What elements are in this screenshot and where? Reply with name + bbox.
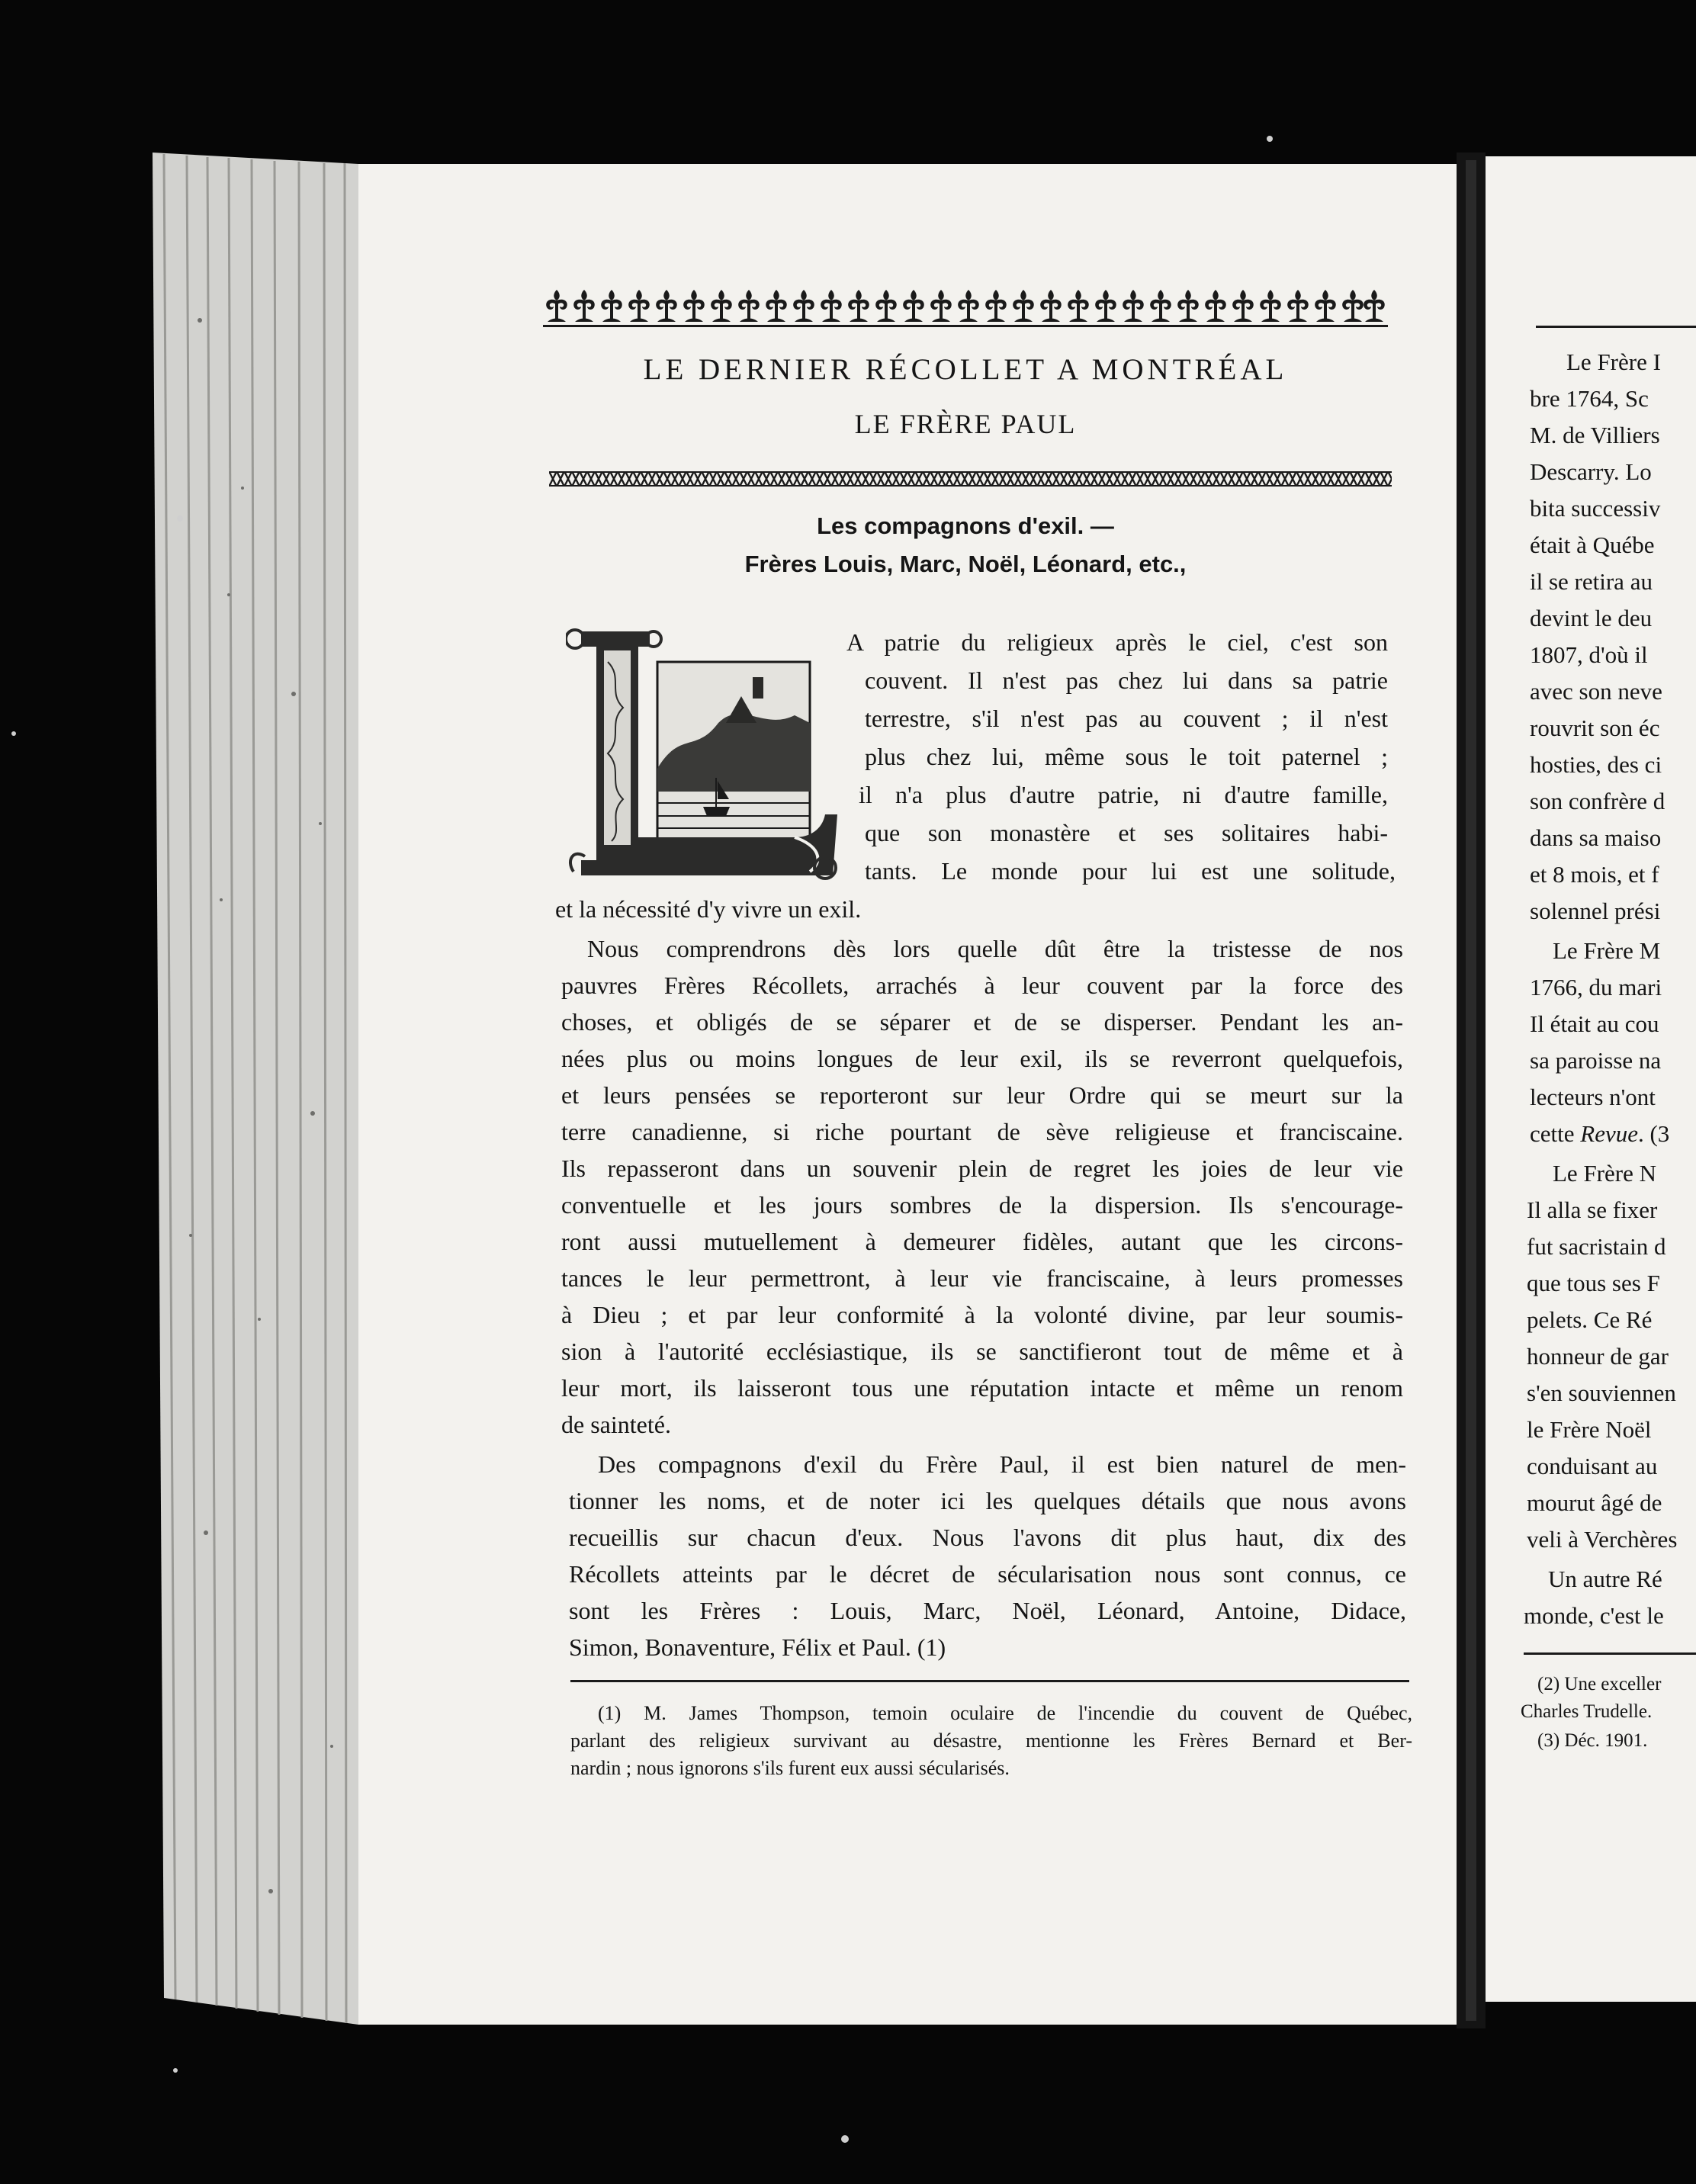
body-line: sion à l'autorité ecclésiastique, ils se sanctifieront tout de même et à xyxy=(561,1338,1403,1365)
body-line: devint le deu xyxy=(1530,605,1653,631)
body-line: tionner les noms, et de noter ici les quelques détails que nous avons xyxy=(569,1487,1406,1514)
footnote-line: nardin ; nous ignorons s'ils furent eux aussi sécularisés. xyxy=(570,1757,1010,1779)
body-line: son confrère d xyxy=(1530,788,1665,814)
body-line: Ils repasseront dans un souvenir plein de regret les joies de leur vie xyxy=(561,1155,1403,1182)
body-line: pelets. Ce Ré xyxy=(1527,1306,1653,1333)
body-line: et leurs pensées se reporteront sur leur Ordre qui se meurt sur la xyxy=(561,1081,1403,1109)
body-line: était à Québe xyxy=(1530,532,1655,558)
body-line-text: cette xyxy=(1530,1120,1575,1147)
italic-suffix: . (3 xyxy=(1637,1120,1670,1147)
body-line: s'en souviennen xyxy=(1527,1379,1676,1406)
footnote-line: (1) M. James Thompson, temoin oculaire de l'incendie du couvent de Québec, xyxy=(598,1702,1412,1724)
body-line: fut sacristain d xyxy=(1527,1233,1666,1260)
body-line: à Dieu ; et par leur conformité à la volonté divine, par leur soumis- xyxy=(561,1301,1403,1328)
body-line: Nous comprendrons dès lors quelle dût être la tristesse de nos xyxy=(587,935,1403,962)
body-line: Un autre Ré xyxy=(1548,1566,1662,1592)
body-line: solennel prési xyxy=(1530,898,1661,924)
body-line: monde, c'est le xyxy=(1524,1602,1664,1629)
body-line: il n'a plus d'autre patrie, ni d'autre famille, xyxy=(859,781,1388,808)
body-line: avec son neve xyxy=(1530,678,1662,705)
body-line: hosties, des ci xyxy=(1530,751,1662,778)
section-heading: Les compagnons d'exil. — xyxy=(817,512,1114,539)
body-line: bita successiv xyxy=(1530,495,1661,522)
body-line: lecteurs n'ont xyxy=(1530,1084,1656,1110)
body-line: et 8 mois, et f xyxy=(1530,861,1659,888)
body-line: plus chez lui, même sous le toit paternel ; xyxy=(865,743,1388,770)
body-line: conventuelle et les jours sombres de la dispersion. Ils s'encourage- xyxy=(561,1191,1403,1219)
body-line: honneur de gar xyxy=(1527,1343,1669,1370)
body-line: dans sa maiso xyxy=(1530,824,1662,851)
body-line: Descarry. Lo xyxy=(1530,458,1652,485)
body-line: Le Frère I xyxy=(1566,348,1661,375)
footnote-line: parlant des religieux survivant au désastre, mentionne les Frères Bernard et Ber- xyxy=(570,1730,1412,1752)
body-line: sont les Frères : Louis, Marc, Noël, Léonard, Antoine, Didace, xyxy=(569,1597,1406,1624)
body-line: de sainteté. xyxy=(561,1411,671,1438)
body-line: 1766, du mari xyxy=(1530,974,1662,1000)
body-line: que tous ses F xyxy=(1527,1270,1660,1296)
body-line: Il alla se fixer xyxy=(1527,1196,1658,1223)
body-line: leur mort, ils laisseront tous une réputation intacte et même un renom xyxy=(561,1374,1403,1402)
body-line: Il était au cou xyxy=(1530,1010,1659,1037)
body-line: recueillis sur chacun d'eux. Nous l'avons dit plus haut, dix des xyxy=(569,1524,1406,1551)
body-line: tants. Le monde pour lui est une solitude, xyxy=(865,857,1396,885)
body-line: veli à Verchères xyxy=(1527,1526,1678,1553)
body-line: M. de Villiers xyxy=(1530,422,1660,448)
body-line: terre canadienne, si riche pourtant de sève religieuse et franciscaine. xyxy=(561,1118,1403,1145)
body-line: conduisant au xyxy=(1527,1453,1658,1479)
article-subtitle: LE FRÈRE PAUL xyxy=(854,409,1077,439)
footnote-line: (3) Déc. 1901. xyxy=(1537,1730,1648,1751)
body-line: le Frère Noël xyxy=(1527,1416,1652,1443)
body-line: rouvrit son éc xyxy=(1530,715,1660,741)
body-line: Des compagnons d'exil du Frère Paul, il est bien naturel de men- xyxy=(598,1450,1406,1478)
body-line: bre 1764, Sc xyxy=(1530,385,1649,412)
body-line: choses, et obligés de se séparer et de se disperser. Pendant les an- xyxy=(561,1008,1403,1036)
body-line: couvent. Il n'est pas chez lui dans sa patrie xyxy=(865,666,1388,694)
footnote-line: (2) Une exceller xyxy=(1537,1674,1662,1694)
footnote-line: Charles Trudelle. xyxy=(1521,1701,1653,1722)
body-line: tances le leur permettront, à leur vie franciscaine, à leurs promesses xyxy=(561,1264,1403,1292)
footnote-rule xyxy=(1524,1652,1696,1655)
body-line: Récollets atteints par le décret de sécularisation nous sont connus, ce xyxy=(569,1560,1406,1588)
body-line xyxy=(1530,1119,1669,1149)
body-line: ront aussi mutuellement à demeurer fidèles, autant que les circons- xyxy=(561,1228,1403,1255)
decorated-dropcap xyxy=(566,616,845,891)
right-page xyxy=(1486,156,1696,2002)
body-line: Simon, Bonaventure, Félix et Paul. (1) xyxy=(569,1633,946,1661)
body-line: il se retira au xyxy=(1530,568,1653,595)
body-line: A patrie du religieux après le ciel, c'est son xyxy=(846,628,1388,656)
section-subheading: Frères Louis, Marc, Noël, Léonard, etc., xyxy=(744,551,1187,577)
body-line: que son monastère et ses solitaires habi- xyxy=(865,819,1388,846)
article-title: LE DERNIER RÉCOLLET A MONTRÉAL xyxy=(643,353,1288,386)
body-line: pauvres Frères Récollets, arrachés à leur couvent par la force des xyxy=(561,972,1403,999)
body-line: et la nécessité d'y vivre un exil. xyxy=(555,895,862,923)
fleuron-ornament-band xyxy=(543,284,1388,331)
body-line: mourut âgé de xyxy=(1527,1489,1662,1516)
italic-word: Revue xyxy=(1580,1120,1638,1147)
body-line: terrestre, s'il n'est pas au couvent ; il n'est xyxy=(865,705,1388,732)
body-line: Le Frère N xyxy=(1553,1160,1656,1187)
body-line: Le Frère M xyxy=(1553,937,1661,964)
body-line: 1807, d'où il xyxy=(1530,641,1648,668)
footnote-rule xyxy=(570,1680,1409,1682)
header-rule xyxy=(1536,326,1696,328)
hatched-rule xyxy=(549,471,1392,487)
body-line: sa paroisse na xyxy=(1530,1047,1662,1074)
body-line: nées plus ou moins longues de leur exil, ils se reverront quelquefois, xyxy=(561,1045,1403,1072)
